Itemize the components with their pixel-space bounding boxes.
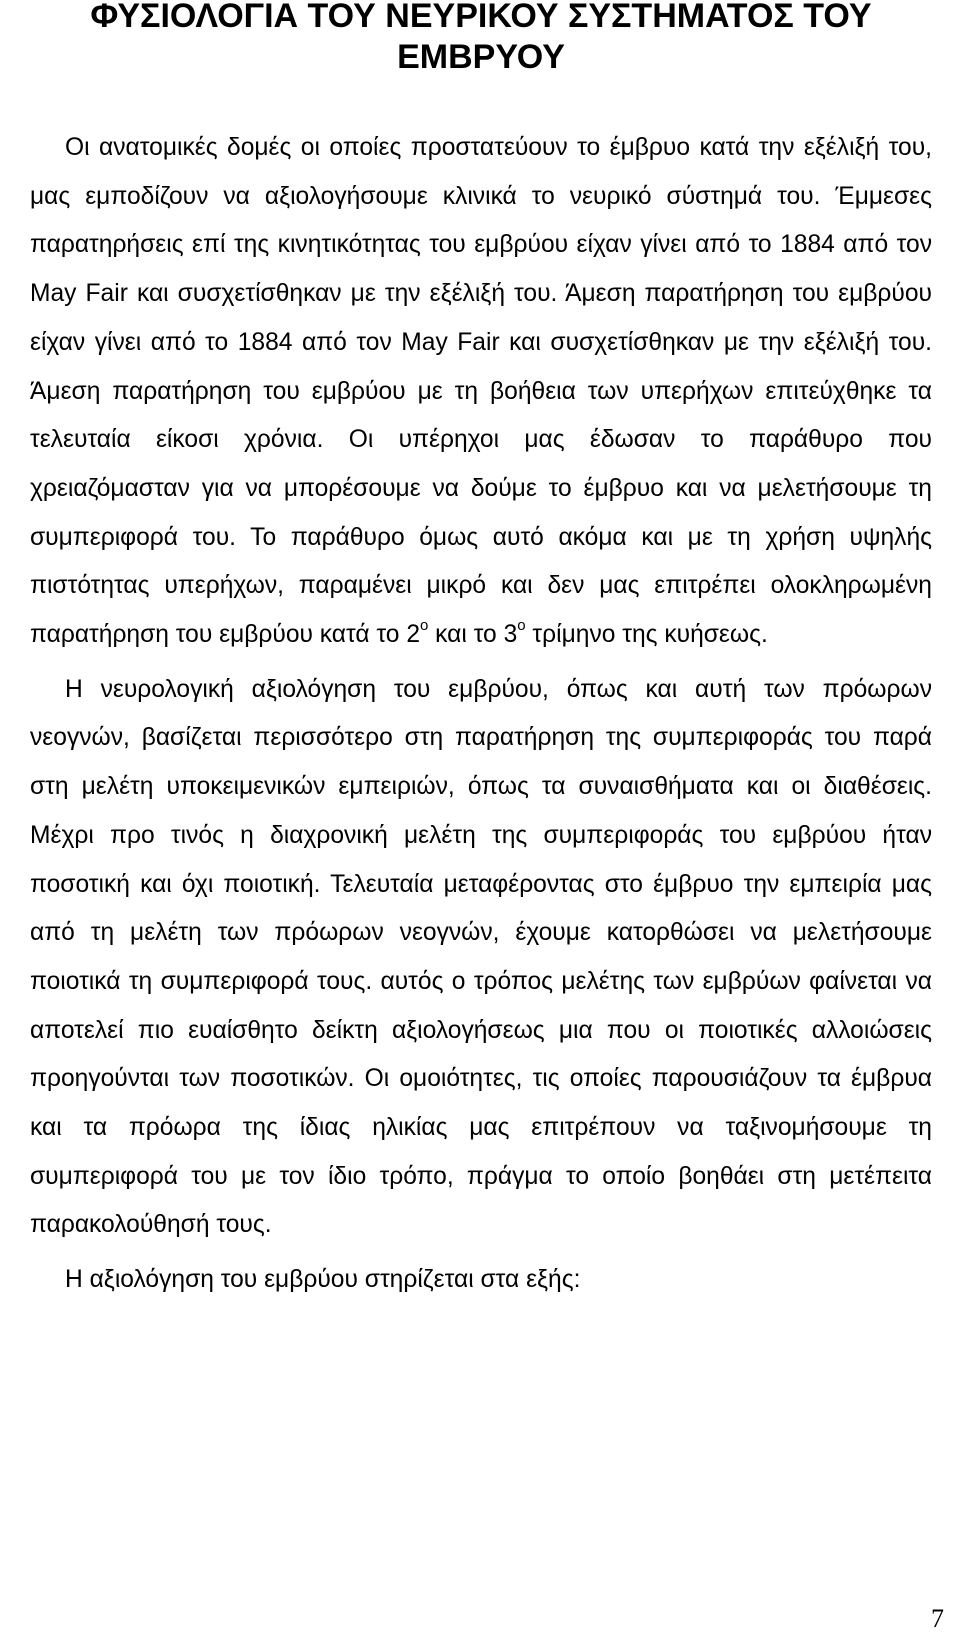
page-title: ΦΥΣΙΟΛΟΓΙΑ ΤΟΥ ΝΕΥΡΙΚΟΥ ΣΥΣΤΗΜΑΤΟΣ ΤΟΥ ΕΜΒΡΥΟΥ: [90, 0, 872, 76]
page-number: 7: [931, 1604, 944, 1633]
paragraph-text: και το 3: [428, 621, 518, 649]
ordinal-superscript: ο: [517, 616, 526, 634]
paragraph-anatomy-observation: [30, 124, 932, 660]
paragraph-text: τρίμηνο της κυήσεως.: [525, 621, 768, 649]
paragraph-text: Οι ανατομικές δομές οι οποίες προστατεύουν το έμβρυο κατά την εξέλιξή του, μας εμποδίζουν να αξιολογήσουμε κλινικά το νευρικό σύστημά του. Έμμεσες παρατηρήσεις επί της κινητικότητας του εμβρύου είχαν γίνει από το 1884 από τον May Fair και συσχετίσθηκαν με την εξέλιξή του. Άμεση παρατήρηση του εμβρύου είχαν γίνει από το 1884 από τον May Fair και συσχετίσθηκαν με την εξέλιξή του. Άμεση παρατήρηση του εμβρύου με τη βοήθεια των υπερήχων επιτεύχθηκε τα τελευταία είκοσι χρόνια. Οι υπέρηχοι μας έδωσαν το παράθυρο που χρειαζόμασταν για να μπορέσουμε να δούμε το έμβρυο και να μελετήσουμε τη συμπεριφορά του. Το παράθυρο όμως αυτό ακόμα και με τη χρήση υψηλής πιστότητας υπερήχων, παραμένει μικρό και δεν μας επιτρέπει ολοκληρωμένη παρατήρηση του εμβρύου κατά το 2: [30, 134, 932, 649]
paragraph-neurological-assessment: Η νευρολογική αξιολόγηση του εμβρύου, όπως και αυτή των πρόωρων νεογνών, βασίζεται περισσότερο στη παρατήρηση της συμπεριφοράς του παρά στη μελέτη υποκειμενικών εμπειριών, όπως τα συναισθήματα και οι διαθέσεις. Μέχρι προ τινός η διαχρονική μελέτη της συμπεριφοράς του εμβρύου ήταν ποσοτική και όχι ποιοτική. Τελευταία μεταφέροντας στο έμβρυο την εμπειρία μας από τη μελέτη των πρόωρων νεογνών, έχουμε κατορθώσει να μελετήσουμε ποιοτικά τη συμπεριφορά τους. αυτός ο τρόπος μελέτης των εμβρύων φαίνεται να αποτελεί πιο ευαίσθητο δείκτη αξιολογήσεως μια που οι ποιοτικές αλλοιώσεις προηγούνται των ποσοτικών. Οι ομοιότητες, τις οποίες παρουσιάζουν τα έμβρυα και τα πρόωρα της ίδιας ηλικίας μας επιτρέπουν να ταξινομήσουμε τη συμπεριφορά του με τον ίδιο τρόπο, πράγμα το οποίο βοηθάει στη μετέπειτα παρακολούθησή τους.: [30, 675, 932, 1239]
document-body: [30, 124, 932, 1305]
paragraph-assessment-basis: Η αξιολόγηση του εμβρύου στηρίζεται στα εξής:: [65, 1266, 581, 1294]
ordinal-superscript: ο: [420, 616, 429, 634]
